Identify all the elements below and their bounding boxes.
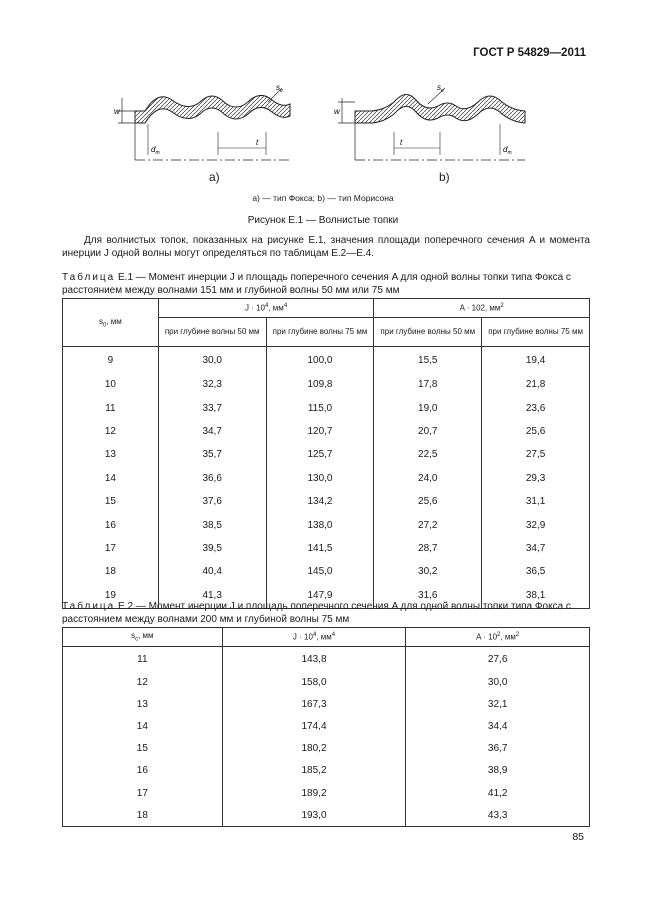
table-cell: 19,4 [482, 347, 590, 374]
table-cell: 13 [63, 443, 159, 466]
table-cell: 27,2 [374, 513, 482, 536]
table-cell: 10 [63, 373, 159, 396]
table-row [63, 560, 590, 583]
table-row [63, 671, 590, 693]
table-cell: 130,0 [266, 467, 374, 490]
table-cell: 34,7 [158, 420, 266, 443]
table-cell: 12 [63, 420, 159, 443]
table-cell: 115,0 [266, 396, 374, 419]
table-cell: 16 [63, 513, 159, 536]
table1-sub-j75: при глубине волны 75 мм [266, 318, 374, 347]
table-cell: 32,3 [158, 373, 266, 396]
table-cell: 14 [63, 715, 223, 737]
table-cell: 147,9 [266, 584, 374, 609]
table-cell: 145,0 [266, 560, 374, 583]
table-cell: 41,2 [406, 782, 590, 804]
table-cell: 13 [63, 693, 223, 715]
table-cell: 30,2 [374, 560, 482, 583]
table-row [63, 443, 590, 466]
table2-col-sc: $s_c$, мм [63, 628, 223, 647]
table-row [63, 490, 590, 513]
table-cell: 100,0 [266, 347, 374, 374]
table-cell: 189,2 [222, 782, 406, 804]
table-cell: 38,9 [406, 760, 590, 782]
table-cell: 43,3 [406, 804, 590, 827]
table-cell: 28,7 [374, 537, 482, 560]
figure-label-a: a) [209, 170, 220, 184]
table-cell: 17 [63, 782, 223, 804]
wave-depth-symbol-a: w [114, 107, 120, 116]
table-cell: 15 [63, 738, 223, 760]
table-row [63, 467, 590, 490]
table-cell: 11 [63, 396, 159, 419]
table-row [63, 647, 590, 672]
table-cell: 39,5 [158, 537, 266, 560]
table-cell: 193,0 [222, 804, 406, 827]
table-cell: 17,8 [374, 373, 482, 396]
table-row [63, 420, 590, 443]
table2-col-j: $J \cdot 10^4$, $мм^4$ [222, 628, 406, 647]
table-cell: 27,6 [406, 647, 590, 672]
table-cell: 120,7 [266, 420, 374, 443]
figure-label-b: b) [439, 170, 450, 184]
table-cell: 134,2 [266, 490, 374, 513]
corrugated-furnace-figure [100, 80, 550, 190]
table2-col-a: $A \cdot 10^2$, $мм^2$ [406, 628, 590, 647]
table1-header-row [63, 299, 590, 318]
morison-type-profile [338, 88, 525, 160]
table-cell: 17 [63, 537, 159, 560]
table-cell: 16 [63, 760, 223, 782]
table-cell: 19 [63, 584, 159, 609]
table-cell: 31,6 [374, 584, 482, 609]
table1 [62, 298, 590, 609]
table1-sub-a75: при глубине волны 75 мм [482, 318, 590, 347]
table-cell: 18 [63, 560, 159, 583]
table-cell: 15,5 [374, 347, 482, 374]
table-cell: 15 [63, 490, 159, 513]
table1-col-s0: $s_0$, мм [63, 299, 159, 347]
table-row [63, 373, 590, 396]
table-cell: 32,1 [406, 693, 590, 715]
table2-header-row [63, 628, 590, 647]
table-row [63, 396, 590, 419]
table-cell: 11 [63, 647, 223, 672]
table-cell: 30,0 [406, 671, 590, 693]
table2-caption: Таблица Е.2 — Момент инерции J и площадь поперечного сечения A для одной волны топки типа Фокса с расстоянием между волнами 200 мм и глубиной волны 75 мм [62, 601, 571, 625]
table-cell: 180,2 [222, 738, 406, 760]
table-cell: 141,5 [266, 537, 374, 560]
table-cell: 31,1 [482, 490, 590, 513]
table-cell: 109,8 [266, 373, 374, 396]
table-cell: 12 [63, 671, 223, 693]
table-cell: 33,7 [158, 396, 266, 419]
table-cell: 32,9 [482, 513, 590, 536]
furnace-profile-drawings [100, 80, 550, 190]
table-cell: 34,7 [482, 537, 590, 560]
table-row [63, 693, 590, 715]
table-cell: 25,6 [482, 420, 590, 443]
pitch-symbol-b: t [400, 138, 403, 147]
table1-col-a: A · 102, $мм^2$ [374, 299, 590, 318]
table2 [62, 627, 590, 827]
table-cell: 21,8 [482, 373, 590, 396]
table-cell: 185,2 [222, 760, 406, 782]
wall-thickness-symbol-b: $s_e$ [437, 83, 444, 94]
mean-diameter-symbol-a: $d_m$ [151, 145, 160, 156]
table-cell: 20,7 [374, 420, 482, 443]
table-cell: 30,0 [158, 347, 266, 374]
mean-diameter-symbol-b: $d_m$ [503, 145, 512, 156]
table-row [63, 715, 590, 737]
table-cell: 138,0 [266, 513, 374, 536]
table-row [63, 804, 590, 827]
page-number: 85 [572, 831, 584, 843]
document-id: ГОСТ Р 54829—2011 [473, 47, 586, 59]
table-row [63, 738, 590, 760]
table1-col-j: $J \cdot 10^4$, $мм^4$ [158, 299, 374, 318]
table-cell: 34,4 [406, 715, 590, 737]
table-cell: 14 [63, 467, 159, 490]
table-row [63, 513, 590, 536]
table-cell: 19,0 [374, 396, 482, 419]
table-row [63, 782, 590, 804]
wave-depth-symbol-b: w [334, 107, 340, 116]
table-cell: 36,5 [482, 560, 590, 583]
table-cell: 9 [63, 347, 159, 374]
table-row [63, 760, 590, 782]
table-cell: 22,5 [374, 443, 482, 466]
table-cell: 35,7 [158, 443, 266, 466]
table-cell: 29,3 [482, 467, 590, 490]
figure-legend: a) — тип Фокса; b) — тип Морисона [252, 193, 394, 203]
table-cell: 37,6 [158, 490, 266, 513]
fox-type-profile [118, 88, 290, 160]
table-cell: 36,7 [406, 738, 590, 760]
table-cell: 18 [63, 804, 223, 827]
table-cell: 167,3 [222, 693, 406, 715]
table-cell: 41,3 [158, 584, 266, 609]
table-cell: 24,0 [374, 467, 482, 490]
table-cell: 38,1 [482, 584, 590, 609]
table-cell: 143,8 [222, 647, 406, 672]
table-cell: 36,6 [158, 467, 266, 490]
figure-caption: Рисунок Е.1 — Волнистые топки [247, 215, 399, 226]
table-cell: 40,4 [158, 560, 266, 583]
table-row [63, 537, 590, 560]
table-cell: 27,5 [482, 443, 590, 466]
body-paragraph: Для волнистых топок, показанных на рисунке Е.1, значения площади поперечного сечения A и момента инерции J одной волны могут определяться по таблицам Е.2—Е.4. [62, 235, 590, 259]
table-row [63, 347, 590, 374]
table-cell: 23,6 [482, 396, 590, 419]
table-cell: 174,4 [222, 715, 406, 737]
pitch-symbol-a: t [256, 138, 259, 147]
table-cell: 125,7 [266, 443, 374, 466]
table-cell: 38,5 [158, 513, 266, 536]
table1-sub-a50: при глубине волны 50 мм [374, 318, 482, 347]
table1-sub-j50: при глубине волны 50 мм [158, 318, 266, 347]
table-cell: 158,0 [222, 671, 406, 693]
table1-caption: Таблица Е.1 — Момент инерции J и площадь поперечного сечения A для одной волны топки типа Фокса с расстоянием между волнами 151 мм и глубиной волны 50 мм или 75 мм [62, 272, 571, 296]
wall-thickness-symbol-a: $s_e$ [276, 83, 283, 94]
table-cell: 25,6 [374, 490, 482, 513]
